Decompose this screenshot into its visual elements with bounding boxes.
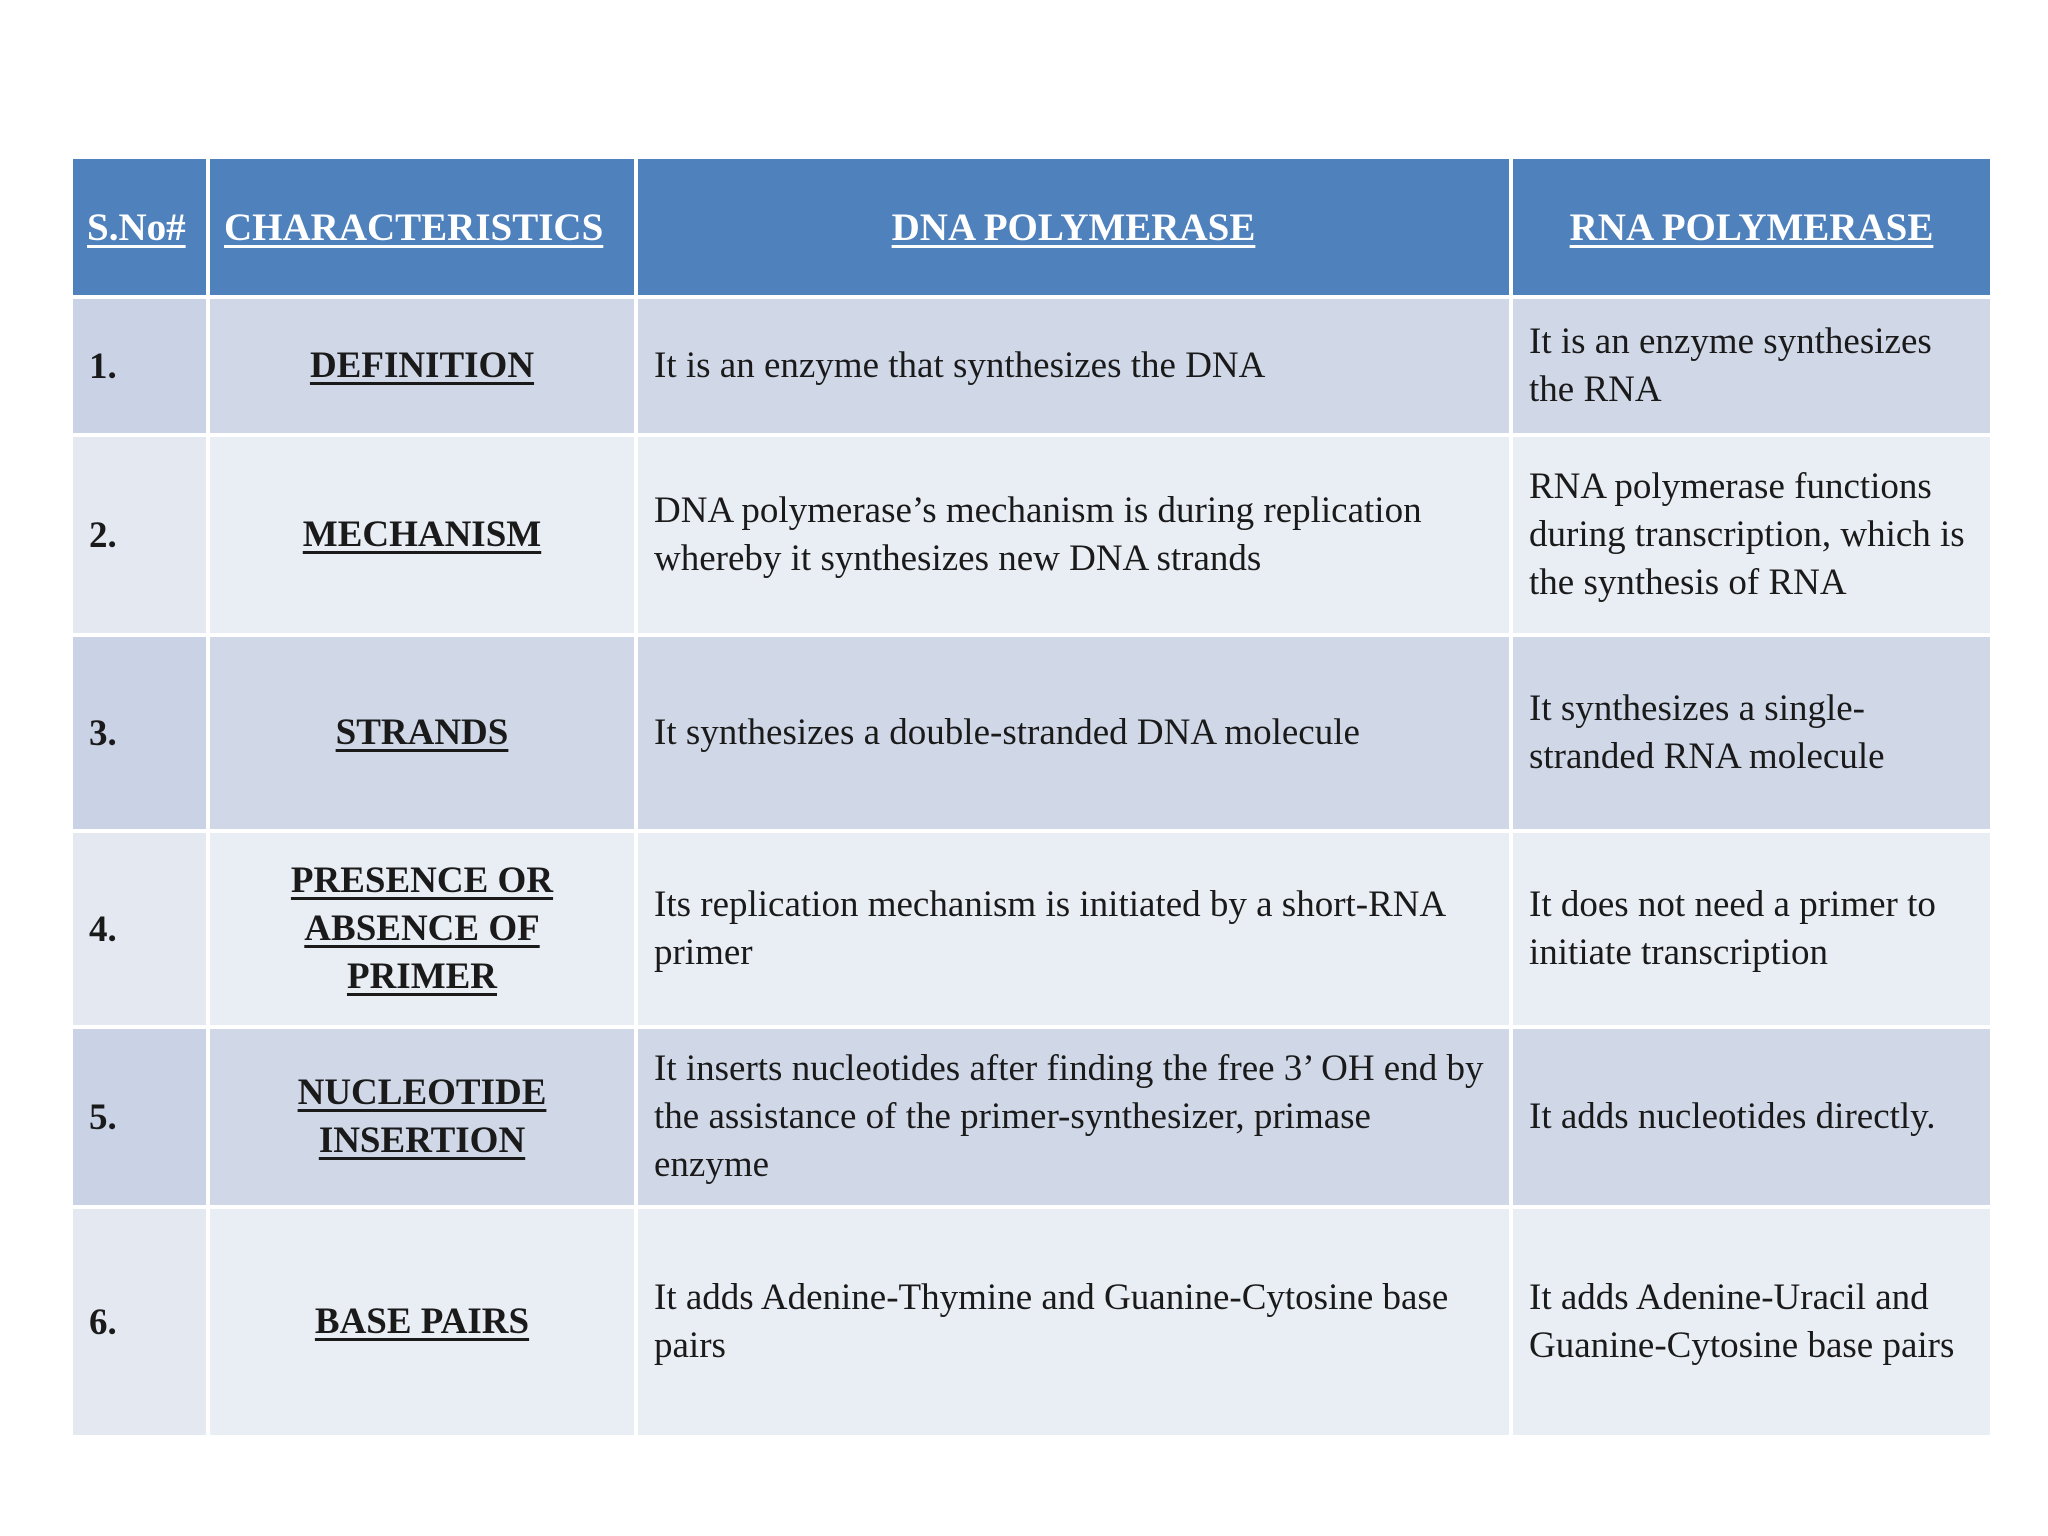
- table-row: [71, 635, 1992, 831]
- dna-polymerase-cell: Its replication mechanism is initiated by a short-RNA primer: [636, 831, 1511, 1027]
- row-number: 3.: [71, 635, 208, 831]
- characteristic-cell: BASE PAIRS: [208, 1207, 636, 1437]
- header-sno: S.No#: [71, 157, 208, 297]
- table-row: [71, 831, 1992, 1027]
- row-number: 4.: [71, 831, 208, 1027]
- row-number: 1.: [71, 297, 208, 435]
- dna-polymerase-cell: It synthesizes a double-stranded DNA molecule: [636, 635, 1511, 831]
- dna-polymerase-cell: It inserts nucleotides after finding the free 3’ OH end by the assistance of the primer-synthesizer, primase enzyme: [636, 1027, 1511, 1207]
- row-number: 2.: [71, 435, 208, 635]
- characteristic-cell: NUCLEOTIDE INSERTION: [208, 1027, 636, 1207]
- header-rna-polymerase: RNA POLYMERASE: [1511, 157, 1992, 297]
- characteristic-cell: MECHANISM: [208, 435, 636, 635]
- dna-polymerase-cell: It is an enzyme that synthesizes the DNA: [636, 297, 1511, 435]
- rna-polymerase-cell: It does not need a primer to initiate transcription: [1511, 831, 1992, 1027]
- table-row: [71, 297, 1992, 435]
- dna-polymerase-cell: DNA polymerase’s mechanism is during replication whereby it synthesizes new DNA strands: [636, 435, 1511, 635]
- rna-polymerase-cell: It adds Adenine-Uracil and Guanine-Cytosine base pairs: [1511, 1207, 1992, 1437]
- table-row: [71, 1027, 1992, 1207]
- rna-polymerase-cell: It adds nucleotides directly.: [1511, 1027, 1992, 1207]
- rna-polymerase-cell: RNA polymerase functions during transcription, which is the synthesis of RNA: [1511, 435, 1992, 635]
- row-number: 5.: [71, 1027, 208, 1207]
- row-number: 6.: [71, 1207, 208, 1437]
- table-row: [71, 1207, 1992, 1437]
- rna-polymerase-cell: It is an enzyme synthesizes the RNA: [1511, 297, 1992, 435]
- comparison-table: [69, 155, 1994, 1439]
- characteristic-cell: PRESENCE OR ABSENCE OF PRIMER: [208, 831, 636, 1027]
- dna-polymerase-cell: It adds Adenine-Thymine and Guanine-Cytosine base pairs: [636, 1207, 1511, 1437]
- table-row: [71, 435, 1992, 635]
- header-dna-polymerase: DNA POLYMERASE: [636, 157, 1511, 297]
- characteristic-cell: DEFINITION: [208, 297, 636, 435]
- header-characteristics: CHARACTERISTICS: [208, 157, 636, 297]
- rna-polymerase-cell: It synthesizes a single-stranded RNA molecule: [1511, 635, 1992, 831]
- table-header-row: [71, 157, 1992, 297]
- characteristic-cell: STRANDS: [208, 635, 636, 831]
